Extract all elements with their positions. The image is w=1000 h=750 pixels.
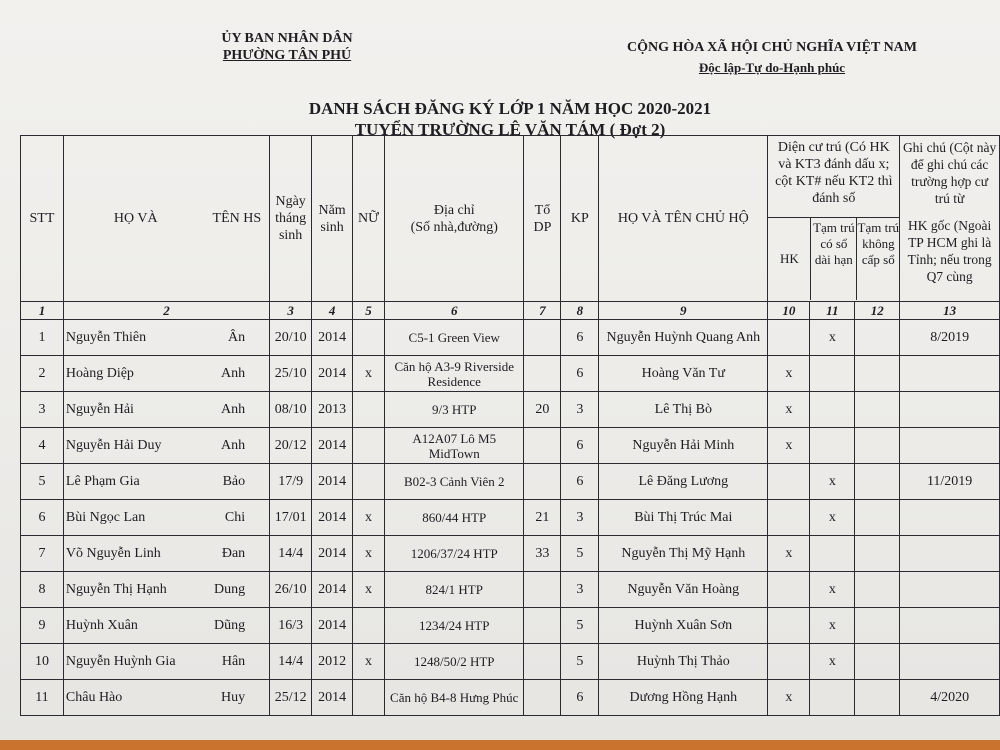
cell-tam-tru-co-so: [810, 680, 855, 716]
cell-to-dp: [524, 464, 561, 500]
cell-dia-chi: A12A07 Lô M5 MidTown: [385, 428, 524, 464]
cell-tam-tru-co-so: x: [810, 320, 855, 356]
cell-chu-ho: Nguyễn Văn Hoàng: [599, 572, 768, 608]
col-number: 12: [855, 302, 900, 320]
cell-tam-tru-co-so: [810, 392, 855, 428]
col-header-ghi-chu-line-1: Ghi chú (Cột này để ghi chú các trường hợp cư trú từ: [902, 140, 997, 206]
col-header-dien-cu-tru: Diện cư trú (Có HK và KT3 đánh dấu x; cột KT# nếu KT2 thì đánh số: [768, 136, 899, 218]
cell-chu-ho: Huỳnh Xuân Sơn: [599, 608, 768, 644]
cell-ho: Lê Phạm Gia: [65, 473, 140, 489]
cell-dia-chi: 9/3 HTP: [385, 392, 524, 428]
cell-dia-chi: 1206/37/24 HTP: [385, 536, 524, 572]
cell-ten: Hân: [221, 653, 246, 669]
cell-ho: Nguyễn Huỳnh Gia: [65, 653, 176, 669]
cell-nu: [353, 680, 385, 716]
cell-stt: 11: [21, 680, 64, 716]
cell-stt: 2: [21, 356, 64, 392]
cell-to-dp: [524, 680, 561, 716]
cell-ho: Nguyễn Hải Duy: [65, 437, 162, 453]
cell-student-name: [63, 320, 269, 356]
col-header-dia-chi-line-2: (Số nhà,đường): [410, 219, 498, 235]
cell-stt: 6: [21, 500, 64, 536]
col-header-to-dp: Tổ DP: [524, 136, 561, 302]
cell-kp: 5: [561, 644, 599, 680]
cell-tam-tru-khong: [855, 392, 900, 428]
cell-chu-ho: Hoàng Văn Tư: [599, 356, 768, 392]
col-header-kp: KP: [561, 136, 599, 302]
col-header-dia-chi-line-1: Địa chỉ: [433, 202, 475, 218]
cell-hk: [768, 464, 810, 500]
cell-to-dp: [524, 320, 561, 356]
col-number: 8: [561, 302, 599, 320]
cell-kp: 3: [561, 500, 599, 536]
registration-table: [20, 135, 1000, 716]
cell-chu-ho: Bùi Thị Trúc Mai: [599, 500, 768, 536]
table-row: [21, 500, 1000, 536]
cell-ngay-sinh: 25/10: [270, 356, 312, 392]
cell-ten: Ân: [228, 329, 246, 345]
cell-ho: Huỳnh Xuân: [65, 617, 138, 633]
cell-chu-ho: Nguyễn Huỳnh Quang Anh: [599, 320, 768, 356]
cell-nam-sinh: 2014: [312, 572, 353, 608]
cell-tam-tru-co-so: x: [810, 500, 855, 536]
cell-ten: Bảo: [222, 473, 246, 489]
cell-tam-tru-khong: [855, 428, 900, 464]
cell-student-name: [63, 356, 269, 392]
cell-tam-tru-co-so: x: [810, 608, 855, 644]
cell-tam-tru-co-so: x: [810, 572, 855, 608]
table-row: [21, 320, 1000, 356]
cell-tam-tru-khong: [855, 320, 900, 356]
cell-chu-ho: Huỳnh Thị Thảo: [599, 644, 768, 680]
cell-dia-chi: C5-1 Green View: [385, 320, 524, 356]
col-number: 13: [900, 302, 1000, 320]
cell-to-dp: 20: [524, 392, 561, 428]
table-row: [21, 392, 1000, 428]
cell-nu: [353, 392, 385, 428]
table-row: [21, 680, 1000, 716]
cell-ghi-chu: [900, 608, 1000, 644]
cell-hk: x: [768, 536, 810, 572]
cell-to-dp: 21: [524, 500, 561, 536]
cell-ngay-sinh: 25/12: [270, 680, 312, 716]
cell-stt: 10: [21, 644, 64, 680]
cell-student-name: [63, 572, 269, 608]
cell-to-dp: [524, 428, 561, 464]
cell-nu: [353, 608, 385, 644]
table-row: [21, 356, 1000, 392]
header-row: [21, 136, 1000, 302]
col-header-name: [63, 136, 269, 302]
cell-nam-sinh: 2014: [312, 356, 353, 392]
cell-student-name: [63, 536, 269, 572]
cell-ten: Dung: [214, 581, 246, 597]
cell-ho: Hoàng Diệp: [65, 365, 134, 381]
cell-ghi-chu: 8/2019: [900, 320, 1000, 356]
cell-to-dp: [524, 644, 561, 680]
cell-hk: x: [768, 680, 810, 716]
table-row: [21, 608, 1000, 644]
cell-nu: [353, 428, 385, 464]
cell-dia-chi: Căn hộ B4-8 Hưng Phúc: [385, 680, 524, 716]
cell-kp: 6: [561, 428, 599, 464]
issuer-line-2: PHƯỜNG TÂN PHÚ: [222, 48, 352, 63]
cell-nu: x: [353, 536, 385, 572]
cell-ngay-sinh: 16/3: [270, 608, 312, 644]
cell-chu-ho: Lê Đăng Lương: [599, 464, 768, 500]
cell-ten: Anh: [221, 401, 246, 417]
cell-ngay-sinh: 17/9: [270, 464, 312, 500]
cell-tam-tru-khong: [855, 464, 900, 500]
cell-ngay-sinh: 14/4: [270, 536, 312, 572]
cell-ghi-chu: [900, 536, 1000, 572]
col-number: 11: [810, 302, 855, 320]
cell-ho: Nguyễn Hải: [65, 401, 134, 417]
cell-chu-ho: Nguyễn Thị Mỹ Hạnh: [599, 536, 768, 572]
cell-ngay-sinh: 17/01: [270, 500, 312, 536]
cell-ho: Châu Hào: [65, 689, 123, 705]
cell-ngay-sinh: 14/4: [270, 644, 312, 680]
cell-ngay-sinh: 26/10: [270, 572, 312, 608]
cell-ten: Anh: [221, 365, 246, 381]
cell-stt: 3: [21, 392, 64, 428]
cell-student-name: [63, 608, 269, 644]
cell-student-name: [63, 644, 269, 680]
cell-nu: x: [353, 572, 385, 608]
cell-to-dp: [524, 356, 561, 392]
col-number: 3: [270, 302, 312, 320]
col-header-ngay-thang-sinh: Ngày tháng sinh: [270, 136, 312, 302]
cell-hk: x: [768, 356, 810, 392]
cell-tam-tru-khong: [855, 644, 900, 680]
cell-stt: 8: [21, 572, 64, 608]
cell-ghi-chu: 4/2020: [900, 680, 1000, 716]
country-name: CỘNG HÒA XÃ HỘI CHỦ NGHĨA VIỆT NAM: [626, 40, 917, 55]
cell-student-name: [63, 428, 269, 464]
col-number: 10: [768, 302, 810, 320]
cell-ten: Huy: [221, 689, 246, 705]
cell-hk: [768, 500, 810, 536]
col-header-dia-chi: [385, 136, 524, 302]
cell-nam-sinh: 2014: [312, 500, 353, 536]
col-number: 5: [353, 302, 385, 320]
cell-ghi-chu: [900, 392, 1000, 428]
cell-ghi-chu: [900, 428, 1000, 464]
cell-tam-tru-co-so: [810, 428, 855, 464]
cell-chu-ho: Nguyễn Hải Minh: [599, 428, 768, 464]
title-line-1: DANH SÁCH ĐĂNG KÝ LỚP 1 NĂM HỌC 2020-2021: [308, 99, 712, 118]
cell-to-dp: 33: [524, 536, 561, 572]
cell-ho: Võ Nguyễn Linh: [65, 545, 161, 561]
document-title: [250, 98, 770, 140]
col-header-ghi-chu-line-2: HK gốc (Ngoài TP HCM ghi là Tỉnh; nếu trong Q7 cùng: [907, 218, 992, 284]
issuer-line-1: ỦY BAN NHÂN DÂN: [221, 31, 353, 46]
cell-kp: 6: [561, 320, 599, 356]
col-header-dien-cu-tru-group: [768, 136, 900, 302]
cell-ngay-sinh: 08/10: [270, 392, 312, 428]
cell-tam-tru-khong: [855, 608, 900, 644]
cell-ten: Anh: [221, 437, 246, 453]
col-number: 6: [385, 302, 524, 320]
cell-chu-ho: Lê Thị Bò: [599, 392, 768, 428]
cell-tam-tru-khong: [855, 572, 900, 608]
cell-tam-tru-co-so: x: [810, 464, 855, 500]
col-header-ghi-chu: [900, 136, 1000, 302]
cell-ten: Chi: [224, 509, 246, 525]
motto: Độc lập-Tự do-Hạnh phúc: [698, 60, 846, 75]
cell-ho: Nguyễn Thị Hạnh: [65, 581, 167, 597]
cell-kp: 5: [561, 608, 599, 644]
col-number: 4: [312, 302, 353, 320]
national-motto: [612, 38, 932, 78]
table-row: [21, 572, 1000, 608]
cell-stt: 4: [21, 428, 64, 464]
cell-nam-sinh: 2014: [312, 464, 353, 500]
cell-ho: Bùi Ngọc Lan: [65, 509, 146, 525]
cell-dia-chi: 1248/50/2 HTP: [385, 644, 524, 680]
cell-tam-tru-khong: [855, 500, 900, 536]
cell-ghi-chu: [900, 644, 1000, 680]
col-header-hk: HK: [768, 218, 811, 300]
cell-nam-sinh: 2014: [312, 608, 353, 644]
issuer-header: [212, 30, 362, 64]
title-line-2: TUYỂN TRƯỜNG LÊ VĂN TÁM ( Đợt 2): [354, 120, 666, 139]
cell-stt: 1: [21, 320, 64, 356]
cell-chu-ho: Dương Hồng Hạnh: [599, 680, 768, 716]
cell-hk: [768, 608, 810, 644]
col-number: 9: [599, 302, 768, 320]
cell-kp: 6: [561, 464, 599, 500]
cell-hk: [768, 572, 810, 608]
col-header-ho-va: HỌ VÀ: [113, 211, 158, 226]
col-number: 1: [21, 302, 64, 320]
col-header-chu-ho: HỌ VÀ TÊN CHỦ HỘ: [599, 136, 768, 302]
cell-tam-tru-khong: [855, 356, 900, 392]
table-row: [21, 428, 1000, 464]
col-header-stt: STT: [21, 136, 64, 302]
cell-nu: [353, 320, 385, 356]
cell-student-name: [63, 392, 269, 428]
col-header-tam-tru-khong: Tạm trú không cấp sổ: [857, 220, 900, 267]
cell-tam-tru-co-so: [810, 356, 855, 392]
cell-ghi-chu: [900, 572, 1000, 608]
cell-nam-sinh: 2014: [312, 680, 353, 716]
cell-kp: 3: [561, 572, 599, 608]
cell-nam-sinh: 2013: [312, 392, 353, 428]
cell-stt: 9: [21, 608, 64, 644]
table-row: [21, 536, 1000, 572]
cell-dia-chi: B02-3 Cảnh Viên 2: [385, 464, 524, 500]
cell-nam-sinh: 2012: [312, 644, 353, 680]
cell-tam-tru-co-so: x: [810, 644, 855, 680]
col-number: 7: [524, 302, 561, 320]
cell-nam-sinh: 2014: [312, 536, 353, 572]
cell-to-dp: [524, 572, 561, 608]
table-row: [21, 644, 1000, 680]
cell-kp: 6: [561, 356, 599, 392]
cell-ghi-chu: [900, 356, 1000, 392]
cell-ten: Đan: [221, 545, 246, 561]
cell-ngay-sinh: 20/10: [270, 320, 312, 356]
cell-hk: [768, 644, 810, 680]
cell-student-name: [63, 680, 269, 716]
cell-student-name: [63, 464, 269, 500]
cell-dia-chi: 1234/24 HTP: [385, 608, 524, 644]
column-number-row: [21, 302, 1000, 320]
cell-ngay-sinh: 20/12: [270, 428, 312, 464]
cell-stt: 5: [21, 464, 64, 500]
cell-kp: 3: [561, 392, 599, 428]
col-header-nu: NỮ: [353, 136, 385, 302]
cell-nu: x: [353, 356, 385, 392]
cell-ghi-chu: [900, 500, 1000, 536]
table-body: [21, 320, 1000, 716]
cell-student-name: [63, 500, 269, 536]
cell-to-dp: [524, 608, 561, 644]
cell-tam-tru-khong: [855, 680, 900, 716]
cell-nu: [353, 464, 385, 500]
col-number: 2: [63, 302, 269, 320]
cell-hk: [768, 320, 810, 356]
cell-tam-tru-co-so: [810, 536, 855, 572]
cell-dia-chi: 824/1 HTP: [385, 572, 524, 608]
cell-ten: Dũng: [214, 617, 246, 633]
cell-stt: 7: [21, 536, 64, 572]
col-header-nam-sinh: Năm sinh: [312, 136, 353, 302]
cell-kp: 6: [561, 680, 599, 716]
cell-dia-chi: Căn hộ A3-9 Riverside Residence: [385, 356, 524, 392]
cell-kp: 5: [561, 536, 599, 572]
cell-dia-chi: 860/44 HTP: [385, 500, 524, 536]
cell-ho: Nguyễn Thiên: [65, 329, 147, 345]
cell-hk: x: [768, 428, 810, 464]
cell-nu: x: [353, 644, 385, 680]
cell-ghi-chu: 11/2019: [900, 464, 1000, 500]
col-header-ten-hs: TÊN HS: [212, 211, 262, 226]
cell-tam-tru-khong: [855, 536, 900, 572]
cell-nam-sinh: 2014: [312, 320, 353, 356]
cell-nu: x: [353, 500, 385, 536]
table-row: [21, 464, 1000, 500]
cell-hk: x: [768, 392, 810, 428]
cell-nam-sinh: 2014: [312, 428, 353, 464]
col-header-tam-tru-co-so: Tạm trú có sổ dài hạn: [811, 218, 857, 300]
